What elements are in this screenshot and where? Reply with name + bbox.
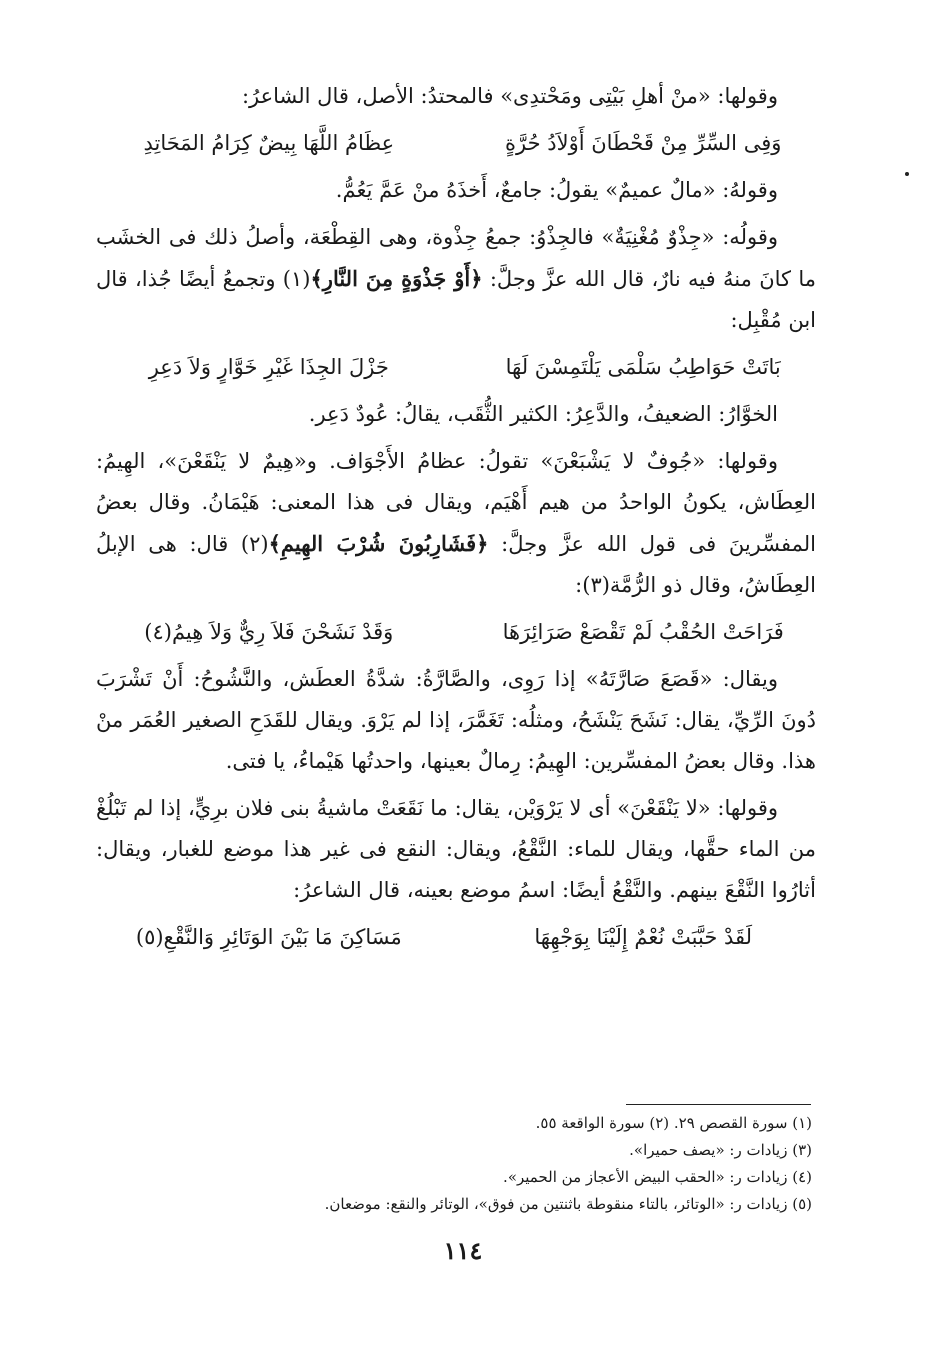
verse-2 — [96, 347, 816, 388]
paragraph-4: الخوَّارُ: الضعيفُ، والدَّعِرُ: الكثير الثُّقَب، يقالُ: عُودٌ دَعِر. — [308, 402, 778, 426]
paragraph-1: وقولها: «منْ أهلِ بَيْتِى ومَحْتدِى» فالمحتدُ: الأصل، قال الشاعرُ: — [241, 84, 778, 108]
verse-3-first-hemistich: فَرَاحَتْ الحُقْبُ لَمْ تَقْصَعْ صَرَائِرَهَا — [502, 620, 784, 644]
paragraph-6: ويقال: «قَصَعَ صَارَّتَهُ» إذا رَوِى، والصَّارَّةُ: شدَّةُ العطَش، والنَّشُوحُ: أَنْ تَشْرَبَ دُونَ الرِّيِّ، يقال: نَشَحَ يَنْشَحُ، ومثلُه: تَغَمَّرَ، إذا لم يَرْوَ. ويقال للقَدَحِ الصغير العُمَر منْ هذا. وقال بعضُ المفسِّرين: الهِيمُ: رِمالٌ بعينها، واحدتُها هَيْماءُ، يا فتى. — [96, 667, 816, 773]
footnote-1: (١) سورة القصص ٢٩. (٢) سورة الواقعة ٥٥. — [535, 1114, 812, 1132]
verse-2-first-hemistich: بَاتَتْ حَوَاطِبُ سَلْمَى يَلْتَمِسْنَ لَهَا — [505, 355, 781, 379]
quran-quote-2: ﴿فَشَارِبُونَ شُرْبَ الهِيمِ﴾ — [268, 531, 489, 556]
verse-3 — [96, 612, 816, 653]
paragraph-2: وقولهُ: «مالٌ عميمٌ» يقولُ: جامعٌ، أَخذَهُ منْ عَمَّ يَعُمُّ. — [335, 178, 778, 202]
main-text — [96, 76, 816, 964]
footnote-5: (٥) زيادات ر: «الوتائر، بالتاء منقوطة باثنتين من فوق»، الوتائر والنقع: موضعان. — [324, 1195, 812, 1213]
paragraph-3-text-b: (١) وتجمعُ أيضًا جُذا، قال ابن مُقْبِل: — [96, 267, 816, 332]
paragraph-5-text-a: وقولها: «جُوفٌ لا يَشْبَعْنَ» تقولُ: عظامُ الأَجْوَاف. و«هِيمٌ لا يَنْقَعْنَ»، الهِيمُ: العِطَاش، يكونُ الواحدُ من هيم أَهْيَم، ويقال فى هذا المعنى: هَيْمَانُ. وقال بعضُ المفسِّرينَ فى قول الله عزَّ وجلَّ: — [96, 449, 816, 556]
quran-quote-1: ﴿أَوْ جَذْوَةٍ مِنَ النَّارِ﴾ — [310, 266, 483, 291]
verse-3-second-hemistich: وَقَدْ نَشَحْنَ فَلاَ رِيٌّ وَلاَ هِيمُ(٤) — [144, 620, 394, 644]
footnotes — [96, 1110, 816, 1218]
margin-mark — [905, 172, 909, 176]
paragraph-5-text-b: (٢) قال: هى الإبلُ العِطَاشُ، وقال ذو الرُّمَّة(٣): — [96, 532, 816, 597]
paragraph-5 — [96, 441, 816, 606]
verse-4-second-hemistich: مَسَاكِنَ مَا بَيْنَ الوَتَائِرِ وَالنَّقْعِ(٥) — [135, 925, 402, 949]
verse-2-second-hemistich: جَزْلَ الجِذَا غَيْرِ خَوَّارٍ وَلاَ دَعِرِ — [148, 355, 389, 379]
page-number: ١١٤ — [443, 1236, 483, 1265]
verse-1-first-hemistich: وَفِى السِّرِّ مِنْ قَحْطَانَ أَوْلاَدُ حُرَّةٍ — [505, 131, 782, 155]
verse-4 — [96, 917, 816, 958]
verse-1 — [96, 123, 816, 164]
paragraph-3 — [96, 217, 816, 341]
verse-1-second-hemistich: عِظَامُ اللَّهَا بِيضٌ كِرَامُ المَحَاتِدِ — [143, 131, 395, 155]
verse-4-first-hemistich: لَقَدْ حَبَّبَتْ نُعْمٌ إِلَيْنَا بِوَجْهِهَا — [534, 925, 753, 949]
footnote-3: (٣) زيادات ر: «يصف حميرا». — [629, 1141, 812, 1159]
paragraph-3-text-a: وقولُه: «جِذْوٌ مُغْنِيَةٌ» فالجِذْوُ: جمعُ جِذْوة، وهى القِطْعَة، وأصلُ ذلك فى الخشَب ما كانَ منهُ فيه نارٌ، قال الله عزَّ وجلَّ: — [96, 225, 816, 291]
footnote-4: (٤) زيادات ر: «الحقب البيض الأعجاز من الحمير». — [503, 1168, 812, 1186]
paragraph-7: وقولها: «لا يَنْقَعْنَ» أى لا يَرْوَيْن، يقال: ما نَقَعَتْ ماشيةُ بنى فلان برِيٍّ، إذا لم تَبْلُغْ من الماء حقَّها، ويقال للماء: النَّقْعُ، ويقال: النقع فى غير هذا موضع للغبار، ويقال: أثارُوا النَّقْعَ بينهم. والنَّقْعُ أيضًا: اسمُ موضع بعينه، قال الشاعرُ: — [96, 796, 816, 902]
footnote-divider — [626, 1104, 811, 1105]
